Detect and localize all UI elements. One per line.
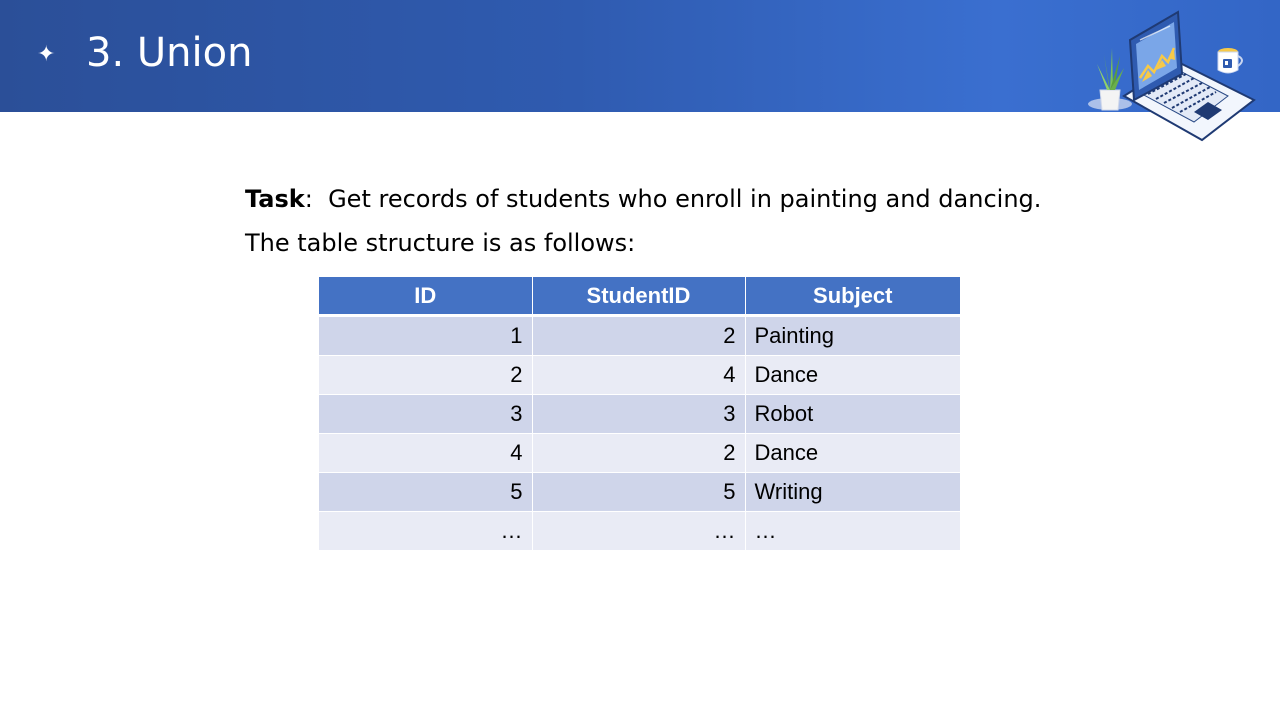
slide-title: 3. Union (86, 30, 253, 76)
cell-studentid: 5 (532, 473, 745, 512)
table-row (319, 395, 960, 434)
cell-subject: Writing (745, 473, 960, 512)
task-label: Task (245, 185, 305, 213)
cell-id: … (319, 512, 532, 551)
task-separator: : (304, 185, 313, 213)
laptop-illustration-icon (1082, 4, 1262, 144)
cell-subject: Painting (745, 316, 960, 356)
cell-studentid: 4 (532, 356, 745, 395)
table-row (319, 356, 960, 395)
table-row (319, 316, 960, 356)
star-bullet-icon: ✦ (37, 42, 56, 67)
cell-subject: Robot (745, 395, 960, 434)
cell-studentid: 3 (532, 395, 745, 434)
table-intro-text: The table structure is as follows: (245, 229, 636, 257)
cell-id: 5 (319, 473, 532, 512)
table-header-row (319, 277, 960, 316)
enrollment-table (319, 277, 960, 551)
column-header-subject: Subject (745, 277, 960, 316)
cell-subject: Dance (745, 356, 960, 395)
task-statement (245, 183, 1041, 215)
cell-id: 4 (319, 434, 532, 473)
cell-subject: … (745, 512, 960, 551)
task-text: Get records of students who enroll in painting and dancing. (328, 185, 1042, 213)
cell-studentid: … (532, 512, 745, 551)
cell-studentid: 2 (532, 434, 745, 473)
table-row (319, 512, 960, 551)
column-header-studentid: StudentID (532, 277, 745, 316)
table-row (319, 473, 960, 512)
cell-studentid: 2 (532, 316, 745, 356)
cell-id: 2 (319, 356, 532, 395)
cell-id: 3 (319, 395, 532, 434)
cell-id: 1 (319, 316, 532, 356)
cell-subject: Dance (745, 434, 960, 473)
column-header-id: ID (319, 277, 532, 316)
table-row (319, 434, 960, 473)
